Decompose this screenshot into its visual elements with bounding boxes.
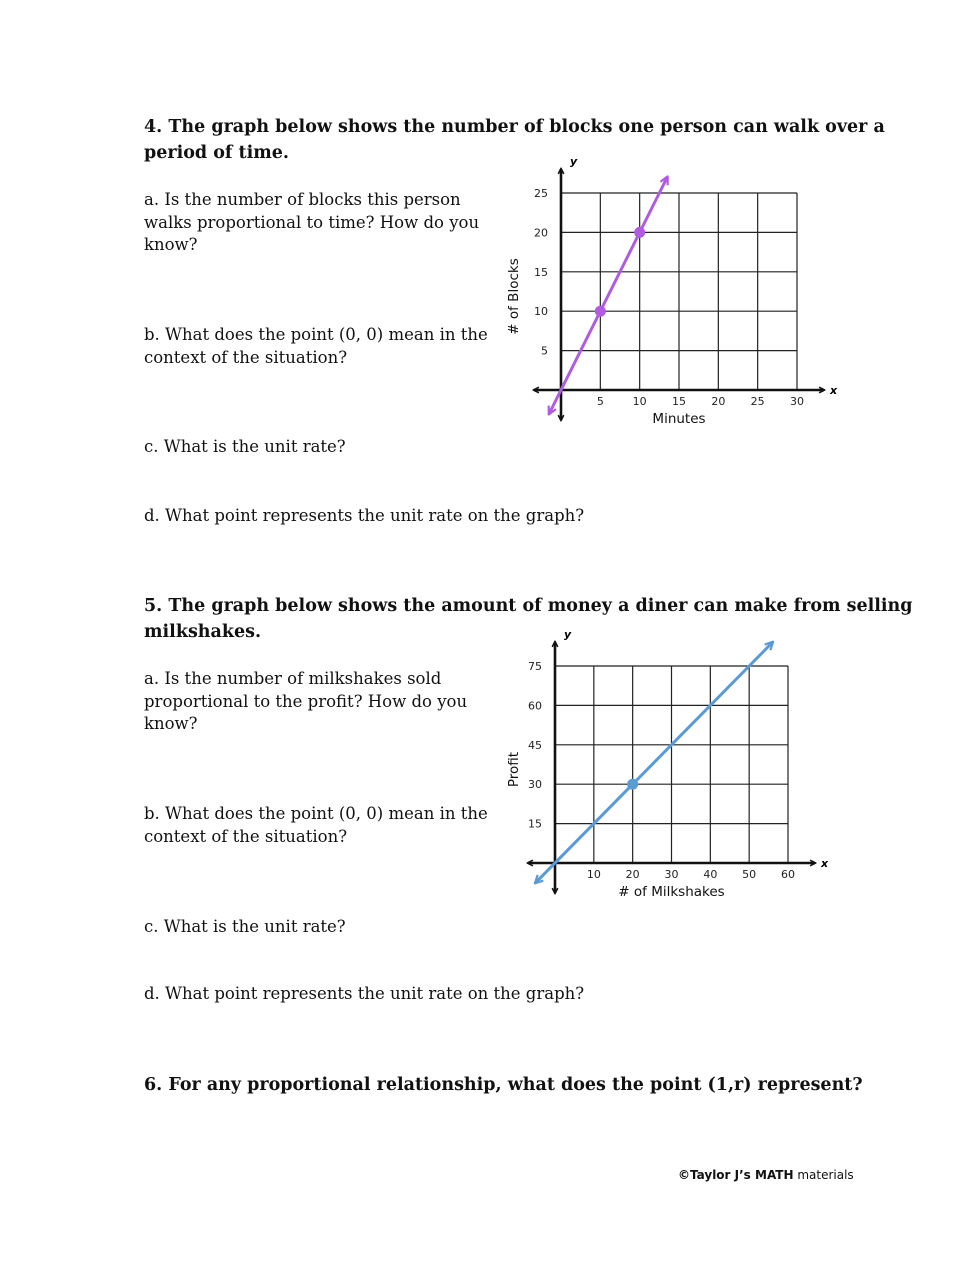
chart4-y-tick-label: 25 [534, 187, 548, 200]
q5-part-d: d. What point represents the unit rate on the graph? [144, 984, 585, 1003]
chart5-y-axis-title: Profit [506, 751, 522, 788]
q5-part-b [144, 803, 488, 848]
chart4-x-tick-label: 15 [672, 395, 686, 408]
chart4-y-letter: y [570, 155, 578, 168]
q4-part-a [144, 189, 479, 257]
chart5-data-line [536, 642, 773, 882]
chart4-y-tick-label: 10 [534, 305, 548, 319]
chart5-y-tick-label: 75 [528, 660, 542, 673]
q5-a-line1: a. Is the number of milkshakes sold [144, 669, 442, 688]
footer-brand: MATH [755, 1168, 794, 1182]
q4-a-line1: a. Is the number of blocks this person [144, 190, 461, 209]
q5-b-line1: b. What does the point (0, 0) mean in the [144, 804, 488, 823]
q4-part-c: c. What is the unit rate? [144, 437, 346, 456]
q4-b-line1: b. What does the point (0, 0) mean in the [144, 325, 488, 344]
chart4-x-axis-title: Minutes [652, 411, 706, 427]
q4-a-line3: know? [144, 235, 198, 254]
chart5-y-tick-label: 15 [528, 817, 542, 831]
q4-b-line2: context of the situation? [144, 347, 348, 367]
chart5-data-point [627, 779, 638, 790]
chart4-data-point [634, 227, 645, 238]
copyright-footer [678, 1168, 854, 1182]
chart4-x-tick-label: 20 [711, 395, 726, 408]
q5-a-line3: know? [144, 714, 198, 733]
chart5-y-tick-label: 45 [528, 738, 542, 752]
q5-part-a [144, 668, 467, 736]
footer-copyright: ©Taylor J’s [678, 1168, 755, 1182]
chart4-data-line [549, 177, 667, 413]
chart5-x-tick-label: 20 [625, 868, 640, 881]
chart4-x-letter: x [830, 384, 838, 397]
chart5-y-letter: y [564, 628, 572, 641]
chart5-x-tick-label: 10 [586, 868, 601, 881]
chart4-y-tick-label: 5 [541, 344, 548, 358]
chart5-x-tick-label: 30 [664, 868, 679, 881]
chart5-y-tick-label: 60 [528, 699, 542, 713]
q5-heading-line1: 5. The graph below shows the amount of money a diner can make from selling [144, 596, 913, 616]
q4-heading-line1: 4. The graph below shows the number of blocks one person can walk over a [144, 117, 885, 137]
chart5-x-letter: x [821, 857, 829, 870]
footer-suffix: materials [793, 1168, 854, 1182]
q4-part-d: d. What point represents the unit rate on the graph? [144, 506, 585, 525]
chart4-x-tick-label: 10 [632, 395, 647, 408]
q5-a-line2: proportional to the profit? How do you [144, 691, 468, 711]
chart5-x-axis-title: # of Milkshakes [618, 884, 725, 900]
blocks-graph [500, 155, 845, 440]
chart5-x-tick-label: 50 [742, 868, 757, 881]
chart4-x-tick-label: 30 [790, 395, 804, 408]
q5-b-line2: context of the situation? [144, 826, 348, 846]
chart4-y-tick-label: 20 [534, 226, 548, 240]
chart5-x-tick-label: 40 [703, 868, 718, 881]
q5-heading-line2: milkshakes. [144, 622, 262, 642]
milkshakes-graph [500, 628, 845, 913]
chart5-x-tick-label: 60 [781, 868, 795, 881]
chart5-y-tick-label: 30 [528, 778, 542, 792]
chart4-x-tick-label: 25 [750, 395, 765, 408]
chart4-y-tick-label: 15 [534, 265, 548, 279]
q5-part-c: c. What is the unit rate? [144, 917, 346, 936]
chart4-data-point [595, 306, 606, 317]
chart4-y-axis-title: # of Blocks [506, 258, 522, 335]
q4-a-line2: walks proportional to time? How do you [144, 212, 480, 232]
q4-heading-line2: period of time. [144, 143, 290, 163]
q4-part-b [144, 324, 488, 369]
chart4-x-tick-label: 5 [596, 395, 604, 408]
q6-heading: 6. For any proportional relationship, what does the point (1,r) represent? [144, 1075, 863, 1095]
